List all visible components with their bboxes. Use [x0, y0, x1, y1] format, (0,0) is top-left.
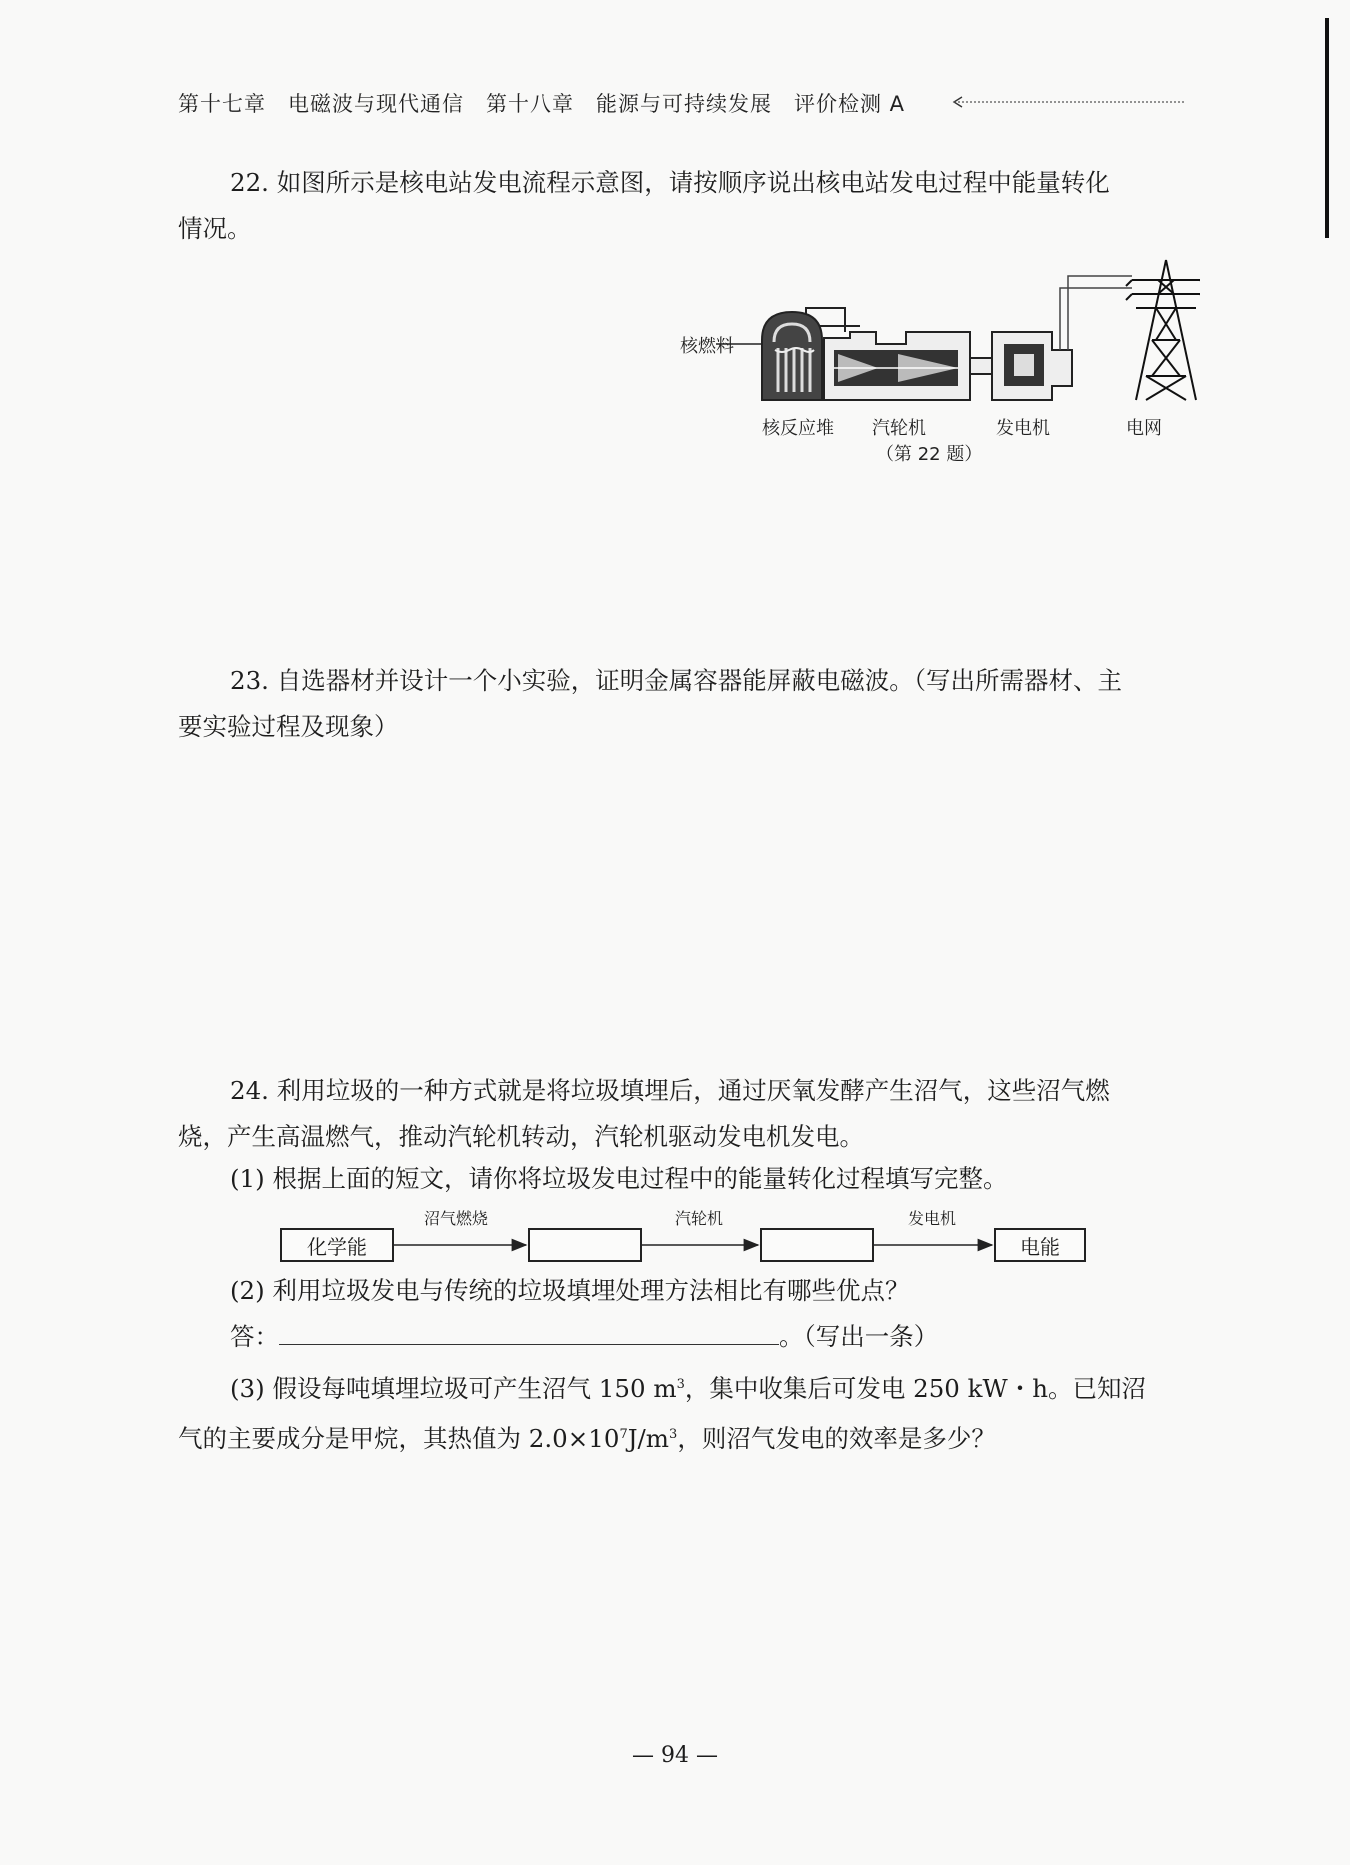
q24-part3-text-c: 气的主要成分是甲烷，其热值为 2.0×10	[178, 1424, 620, 1454]
answer-suffix: 。（写出一条）	[779, 1322, 939, 1351]
test-title: 评价检测 A	[794, 92, 906, 116]
q23-line2: 要实验过程及现象）	[178, 712, 399, 741]
turbine-icon	[824, 332, 970, 400]
q24-answer-line	[230, 1318, 938, 1353]
answer-blank[interactable]	[279, 1322, 779, 1345]
reactor-label: 核反应堆	[762, 418, 834, 439]
chapter17-title: 电磁波与现代通信	[288, 92, 464, 116]
q22-line1: 22. 如图所示是核电站发电流程示意图，请按顺序说出核电站发电过程中能量转化	[230, 168, 1110, 197]
q24-part3-text-a: (3) 假设每吨填埋垃圾可产生沼气 150 m	[230, 1374, 677, 1404]
q24-part1: (1) 根据上面的短文，请你将垃圾发电过程中的能量转化过程填写完整。	[230, 1164, 1008, 1193]
cubic-exponent: 3	[676, 1377, 685, 1392]
answer-prefix: 答：	[230, 1322, 279, 1351]
q24-part3	[178, 1362, 1198, 1462]
q23-line1: 23. 自选器材并设计一个小实验，证明金属容器能屏蔽电磁波。（写出所需器材、主	[230, 666, 1122, 695]
question-23	[178, 658, 1198, 750]
flow-blank-1[interactable]	[528, 1228, 642, 1262]
q24-line2: 烧，产生高温燃气，推动汽轮机转动，汽轮机驱动发电机发电。	[178, 1122, 864, 1151]
q24-part3-text-b: ，集中收集后可发电 250 kW・h。已知沼	[684, 1374, 1146, 1404]
reactor-icon	[762, 312, 822, 400]
header-arrow-icon	[952, 94, 1184, 110]
power-exponent: 7	[619, 1427, 628, 1443]
flow-box-electric-energy: 电能	[994, 1228, 1086, 1262]
turbine-label: 汽轮机	[872, 418, 926, 439]
chapter17-label: 第十七章	[178, 92, 266, 116]
question-24	[178, 1068, 1198, 1160]
flow-label-generator: 发电机	[908, 1209, 957, 1228]
flow-label-biogas-burning: 沼气燃烧	[424, 1209, 489, 1228]
generator-label: 发电机	[996, 418, 1050, 439]
binding-edge-bar	[1325, 18, 1329, 238]
flow-label-turbine: 汽轮机	[675, 1209, 724, 1228]
q24-part3-line2	[178, 1412, 1198, 1462]
q24-part3-line1	[178, 1362, 1198, 1412]
q24-line1: 24. 利用垃圾的一种方式就是将垃圾填埋后，通过厌氧发酵产生沼气，这些沼气燃	[230, 1076, 1110, 1105]
q24-part3-text-d: J/m	[627, 1424, 670, 1454]
nuclear-plant-figure	[680, 250, 1200, 480]
page-header	[178, 88, 905, 118]
energy-flow-diagram	[280, 1209, 1100, 1268]
chapter18-title: 能源与可持续发展	[596, 92, 772, 116]
flow-box-chemical-energy: 化学能	[280, 1228, 394, 1262]
chapter18-label: 第十八章	[486, 92, 574, 116]
q24-part3-text-e: ，则沼气发电的效率是多少？	[677, 1424, 996, 1454]
grid-label: 电网	[1126, 418, 1162, 439]
nuclear-fuel-label: 核燃料	[680, 336, 734, 357]
page-number: — 94 —	[632, 1743, 718, 1768]
cubic-exponent-2: 3	[669, 1427, 678, 1443]
q22-line2: 情况。	[178, 214, 252, 243]
figure-caption: （第 22 题）	[876, 444, 983, 465]
q24-part2: (2) 利用垃圾发电与传统的垃圾填埋处理方法相比有哪些优点？	[230, 1276, 910, 1305]
power-tower-icon	[1126, 260, 1200, 400]
flow-blank-2[interactable]	[760, 1228, 874, 1262]
question-22	[178, 160, 1198, 252]
